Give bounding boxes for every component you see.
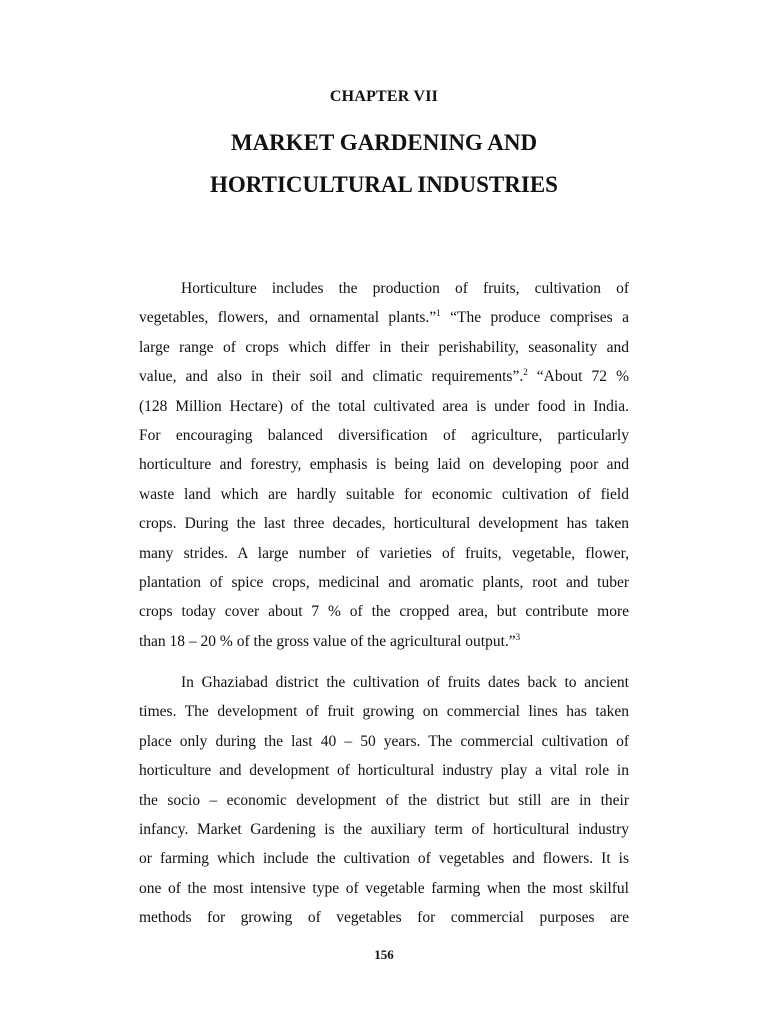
paragraph-line: times. The development of fruit growing on commercial lines has taken	[139, 703, 629, 721]
paragraph-line: Horticulture includes the production of fruits, cultivation of	[181, 280, 629, 297]
paragraph-line: crops. During the last three decades, horticultural development has taken	[139, 515, 629, 533]
chapter-title-line-2: HORTICULTURAL INDUSTRIES	[210, 172, 558, 197]
paragraph-line: the socio – economic development of the district but still are in their	[139, 791, 629, 809]
line-text: “The produce comprises a	[440, 309, 629, 327]
paragraph-line: waste land which are hardly suitable for economic cultivation of field	[139, 485, 629, 503]
line-text: value, and also in their soil and climatic requirements”.	[139, 368, 524, 386]
paragraph-line: For encouraging balanced diversification of agriculture, particularly	[139, 426, 629, 444]
paragraph-line: horticulture and development of horticultural industry play a vital role in	[139, 762, 629, 780]
paragraph-line: (128 Million Hectare) of the total cultivated area is under food in India.	[139, 397, 629, 415]
footnote-ref[interactable]: 2	[523, 367, 528, 378]
paragraph-line: crops today cover about 7 % of the cropped area, but contribute more	[139, 603, 629, 621]
paragraph-line: horticulture and forestry, emphasis is being laid on developing poor and	[139, 456, 629, 474]
footnote-ref[interactable]: 3	[515, 631, 521, 642]
paragraph-line	[139, 362, 629, 391]
footnote-ref[interactable]: 1	[436, 308, 441, 319]
paragraph-line: one of the most intensive type of vegetable farming when the most skilful	[139, 879, 629, 897]
chapter-title-line-1: MARKET GARDENING AND	[230, 130, 538, 155]
paragraph-line	[139, 303, 629, 332]
paragraph-line	[139, 627, 629, 656]
page-number: 156	[374, 947, 394, 962]
line-text: “About 72 %	[527, 368, 629, 386]
line-text: vegetables, flowers, and ornamental plants.”	[139, 309, 437, 327]
paragraph-line: plantation of spice crops, medicinal and aromatic plants, root and tuber	[139, 573, 629, 591]
paragraph-line: large range of crops which differ in their perishability, seasonality and	[139, 338, 629, 356]
paragraph-1	[139, 274, 629, 656]
paragraph-line: many strides. A large number of varieties of fruits, vegetable, flower,	[139, 544, 629, 562]
paragraph-line: place only during the last 40 – 50 years. The commercial cultivation of	[139, 732, 629, 750]
paragraph-line: or farming which include the cultivation of vegetables and flowers. It is	[139, 850, 629, 868]
chapter-label: CHAPTER VII	[329, 88, 439, 105]
paragraph-2	[139, 668, 629, 933]
paragraph-line: infancy. Market Gardening is the auxiliary term of horticultural industry	[139, 820, 629, 838]
line-text: than 18 – 20 % of the gross value of the agricultural output.”	[139, 632, 516, 650]
paragraph-line: In Ghaziabad district the cultivation of fruits dates back to ancient	[181, 674, 629, 691]
paragraph-line: methods for growing of vegetables for commercial purposes are	[139, 909, 629, 927]
